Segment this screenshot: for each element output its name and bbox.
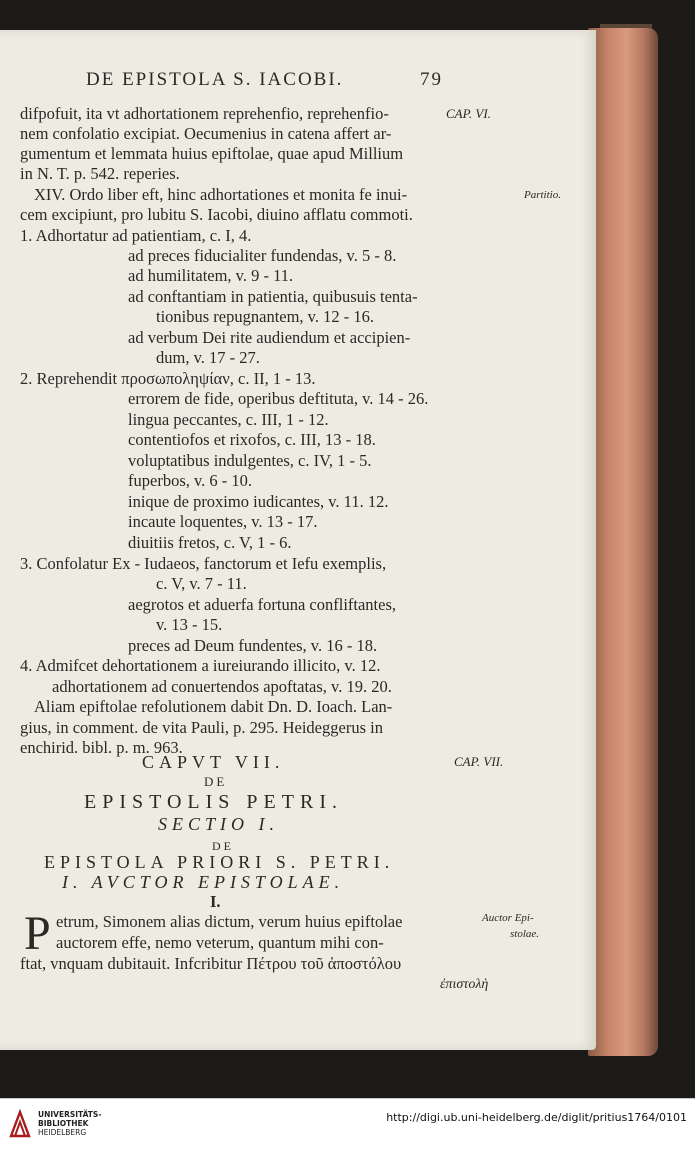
text-line: fuperbos, v. 6 - 10. [128, 471, 253, 490]
text-line: ftat, vnquam dubitauit. Infcribitur Πέτρου τοῦ ἀποστόλου [20, 954, 402, 973]
text-line: aegrotos et aduerfa fortuna confliftantes, [128, 595, 397, 614]
drop-cap: P [24, 907, 51, 960]
text-line: cem excipiunt, pro lubitu S. Iacobi, diuino afflatu commoti. [20, 205, 413, 224]
text-line: v. 13 - 15. [156, 615, 223, 634]
margin-note-cap-vi: CAP. VI. [446, 106, 491, 121]
text-line: enchirid. bibl. p. m. 963. [20, 738, 183, 757]
text-line: nem confolatio excipiat. Oecumenius in catena affert ar- [20, 124, 392, 143]
text-line: ad verbum Dei rite audiendum et accipien- [128, 328, 411, 347]
text-line: c. V, v. 7 - 11. [156, 574, 247, 593]
heading-de-2: DE [212, 839, 234, 853]
text-line: gius, in comment. de vita Pauli, p. 295. Heideggerus in [20, 718, 383, 737]
institution-line: HEIDELBERG [38, 1128, 87, 1137]
text-line: 3. Confolatur Ex - Iudaeos, fanctorum et Iefu exemplis, [20, 554, 387, 573]
heading-de: DE [204, 774, 228, 789]
text-line: ad humilitatem, v. 9 - 11. [128, 266, 294, 285]
institution-name [38, 1110, 101, 1137]
catchword: ἐπιστολὴ [440, 977, 489, 992]
text-line: contentiofos et rixofos, c. III, 13 - 18. [128, 430, 376, 449]
text-line: 4. Admifcet dehortationem a iureiurando illicito, v. 12. [20, 656, 381, 675]
text-line: auctorem effe, nemo veterum, quantum mihi con- [56, 933, 384, 952]
chapter-heading: CAPVT VII. [142, 752, 285, 772]
page-edge-block [588, 28, 658, 1056]
text-line: lingua peccantes, c. III, 1 - 12. [128, 410, 329, 429]
margin-note-partitio: Partitio. [524, 189, 561, 201]
text-line: incaute loquentes, v. 13 - 17. [128, 512, 318, 531]
institution-line: BIBLIOTHEK [38, 1119, 89, 1128]
text-line: 2. Reprehendit προσωποληψίαν, c. II, 1 - 13. [20, 369, 316, 388]
viewer-footer [0, 1098, 695, 1150]
margin-note-auctor-1: Auctor Epi- [482, 912, 534, 924]
text-line: inique de proximo iudicantes, v. 11. 12. [128, 492, 389, 511]
text-line: errorem de fide, operibus deftituta, v. 14 - 26. [128, 389, 429, 408]
text-line: ad conftantiam in patientia, quibusuis tenta- [128, 287, 418, 306]
text-line: in N. T. p. 542. reperies. [20, 164, 180, 183]
heading-epistola-priori: EPISTOLA PRIORI S. PETRI. [44, 852, 395, 872]
text-line: dum, v. 17 - 27. [156, 348, 260, 367]
text-line: etrum, Simonem alias dictum, verum huius epiftolae [56, 912, 403, 931]
institution-line: UNIVERSITÄTS- [38, 1110, 102, 1119]
heading-sectio: SECTIO I. [158, 814, 279, 834]
heading-auctor: I. AVCTOR EPISTOLAE. [62, 872, 345, 892]
permalink-url[interactable]: http://digi.ub.uni-heidelberg.de/diglit/pritius1764/0101 [386, 1111, 687, 1124]
text-line: preces ad Deum fundentes, v. 16 - 18. [128, 636, 378, 655]
university-library-logo-icon[interactable] [8, 1108, 32, 1140]
text-line: diuitiis fretos, c. V, 1 - 6. [128, 533, 292, 552]
text-line: 1. Adhortatur ad patientiam, c. I, 4. [20, 226, 252, 245]
text-line: ad preces fiducialiter fundendas, v. 5 - 8. [128, 246, 397, 265]
running-head: DE EPISTOLA S. IACOBI. [86, 69, 344, 90]
text-line: difpofuit, ita vt adhortationem reprehenfio, reprehenfio- [20, 104, 389, 123]
margin-note-cap-vii: CAP. VII. [454, 754, 504, 769]
heading-epistolis-petri: EPISTOLIS PETRI. [84, 791, 343, 813]
text-line: adhortationem ad conuertendos apoftatas, v. 19. 20. [52, 677, 392, 696]
page-number: 79 [420, 69, 443, 90]
text-line: tionibus repugnantem, v. 12 - 16. [156, 307, 374, 326]
text-line: XIV. Ordo liber eft, hinc adhortationes et monita fe inui- [34, 185, 408, 204]
section-numeral: I. [210, 892, 221, 911]
text-line: gumentum et lemmata huius epiftolae, quae apud Millium [20, 144, 404, 163]
text-line: Aliam epiftolae refolutionem dabit Dn. D. Ioach. Lan- [34, 697, 393, 716]
text-line: voluptatibus indulgentes, c. IV, 1 - 5. [128, 451, 372, 470]
margin-note-auctor-2: stolae. [510, 928, 540, 940]
